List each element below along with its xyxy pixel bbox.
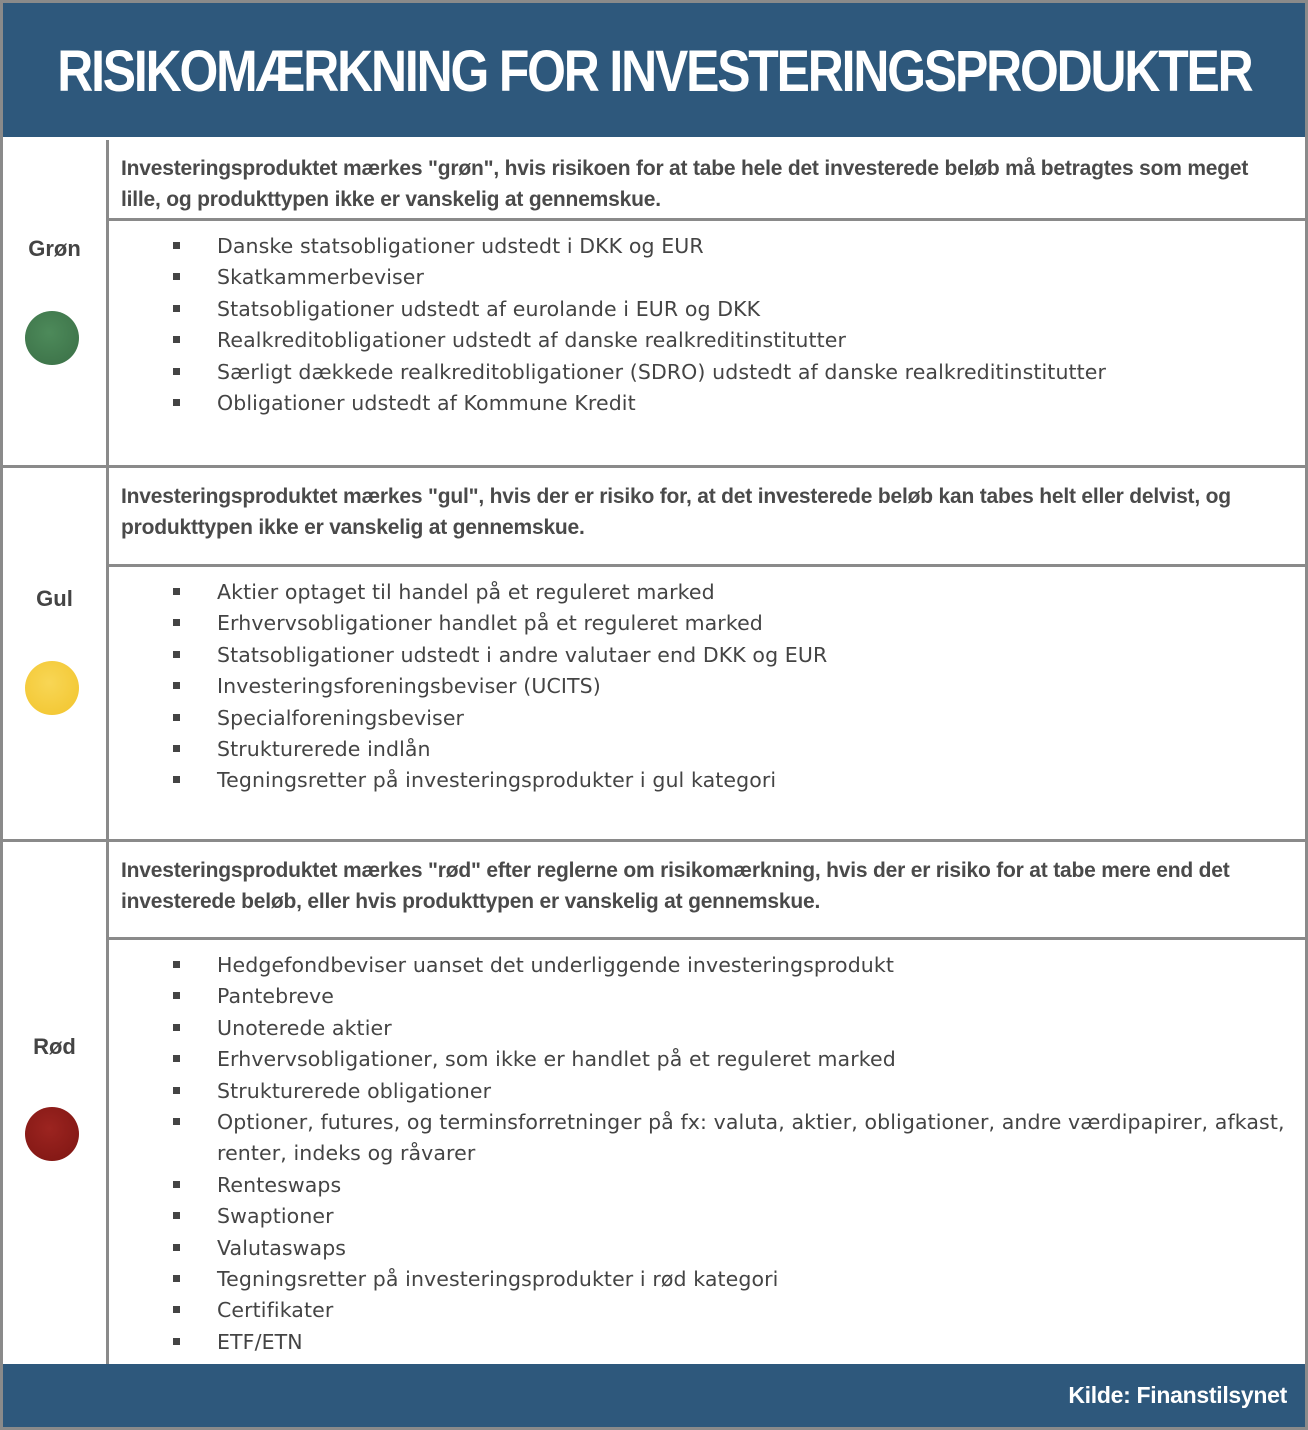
item-text: Strukturerede indlån	[217, 737, 431, 762]
item-text: Realkreditobligationer udstedt af danske realkreditinstitutter	[217, 328, 846, 353]
list-item	[109, 388, 1305, 419]
bullet-icon	[173, 1087, 180, 1094]
list-item	[109, 325, 1305, 356]
category-label: Rød	[33, 1034, 76, 1059]
bullet-icon	[173, 1244, 180, 1251]
item-text: Obligationer udstedt af Kommune Kredit	[217, 391, 636, 416]
item-text: Swaptioner	[217, 1204, 334, 1229]
list-item	[109, 231, 1305, 262]
source-credit: Kilde: Finanstilsynet	[1068, 1382, 1287, 1408]
category-section-yellow	[3, 468, 1305, 839]
source-banner	[3, 1364, 1305, 1427]
page-title: RISIKOMÆRKNING FOR INVESTERINGSPRODUKTER	[56, 38, 1252, 104]
bullet-icon	[173, 399, 180, 406]
bullet-icon	[173, 273, 180, 280]
category-label-column	[3, 842, 109, 1364]
bullet-icon	[173, 619, 180, 626]
category-section-red	[3, 842, 1305, 1364]
title-banner	[3, 3, 1305, 137]
bullet-icon	[173, 714, 180, 721]
bullet-icon	[173, 1306, 180, 1313]
list-item	[109, 1013, 1305, 1044]
item-text: Erhvervsobligationer handlet på et reguleret marked	[217, 611, 763, 636]
category-description: Investeringsproduktet mærkes "gul", hvis der er risiko for, at det investerede beløb kan tabes helt eller delvist, og produkttypen ikke er vanskelig at gennemskue.	[109, 468, 1305, 567]
item-text: Erhvervsobligationer, som ikke er handlet på et reguleret marked	[217, 1047, 896, 1072]
bullet-icon	[173, 1181, 180, 1188]
bullet-icon	[173, 745, 180, 752]
category-content	[109, 468, 1305, 839]
category-label: Gul	[36, 586, 73, 611]
list-item	[109, 1264, 1305, 1295]
category-section-green	[3, 140, 1305, 465]
bullet-icon	[173, 1212, 180, 1219]
item-text: Valutaswaps	[217, 1235, 347, 1260]
yellow-dot-icon	[25, 661, 79, 715]
list-item	[109, 734, 1305, 765]
item-text: Særligt dækkede realkreditobligationer (SDRO) udstedt af danske realkreditinstitutter	[217, 359, 1107, 384]
list-item	[109, 577, 1305, 608]
item-text: ETF/ETN	[217, 1329, 303, 1354]
category-description: Investeringsproduktet mærkes "rød" efter reglerne om risikomærkning, hvis der er risiko for at tabe mere end det investerede beløb, eller hvis produkttypen er vanskelig at gennemskue.	[109, 842, 1305, 940]
product-list	[109, 231, 1305, 419]
item-text: Unoterede aktier	[217, 1015, 392, 1040]
list-item	[109, 1076, 1305, 1107]
bullet-icon	[173, 242, 180, 249]
red-dot-icon	[25, 1107, 79, 1161]
bullet-icon	[173, 305, 180, 312]
item-text: Optioner, futures, og terminsforretninger på fx: valuta, aktier, obligationer, andre værdipapirer, afkast, renter, indeks og råvarer	[217, 1110, 1285, 1166]
list-item	[109, 1233, 1305, 1264]
bullet-icon	[173, 1118, 180, 1125]
bullet-icon	[173, 1338, 180, 1345]
list-item	[109, 765, 1305, 796]
bullet-icon	[173, 682, 180, 689]
item-text: Strukturerede obligationer	[217, 1078, 492, 1103]
product-list	[109, 950, 1305, 1358]
category-content	[109, 842, 1305, 1364]
product-list	[109, 577, 1305, 797]
list-item	[109, 608, 1305, 639]
item-text: Skatkammerbeviser	[217, 265, 425, 290]
list-item	[109, 1107, 1305, 1170]
item-text: Statsobligationer udstedt af eurolande i EUR og DKK	[217, 296, 761, 321]
item-text: Tegningsretter på investeringsprodukter i rød kategori	[217, 1267, 779, 1292]
category-label: Grøn	[28, 236, 81, 261]
list-item	[109, 1327, 1305, 1358]
list-item	[109, 1044, 1305, 1075]
category-description: Investeringsproduktet mærkes "grøn", hvis risikoen for at tabe hele det investerede beløb må betragtes som meget lille, og produkttypen ikke er vanskelig at gennemskue.	[109, 140, 1305, 221]
list-item	[109, 981, 1305, 1012]
list-item	[109, 950, 1305, 981]
list-item	[109, 640, 1305, 671]
bullet-icon	[173, 1055, 180, 1062]
item-text: Aktier optaget til handel på et reguleret marked	[217, 580, 715, 604]
green-dot-icon	[25, 311, 79, 365]
list-item	[109, 703, 1305, 734]
list-item	[109, 671, 1305, 702]
item-text: Hedgefondbeviser uanset det underliggende investeringsprodukt	[217, 953, 895, 977]
bullet-icon	[173, 651, 180, 658]
list-item	[109, 1295, 1305, 1326]
bullet-icon	[173, 992, 180, 999]
list-item	[109, 294, 1305, 325]
item-text: Tegningsretter på investeringsprodukter i gul kategori	[217, 768, 777, 793]
item-text: Renteswaps	[217, 1172, 342, 1197]
list-item	[109, 1170, 1305, 1201]
category-label-column	[3, 468, 109, 839]
item-text: Statsobligationer udstedt i andre valutaer end DKK og EUR	[217, 642, 828, 667]
bullet-icon	[173, 1275, 180, 1282]
item-text: Investeringsforeningsbeviser (UCITS)	[217, 674, 601, 699]
list-item	[109, 1201, 1305, 1232]
list-item	[109, 357, 1305, 388]
item-text: Specialforeningsbeviser	[217, 705, 465, 730]
item-text: Certifikater	[217, 1298, 334, 1323]
bullet-icon	[173, 776, 180, 783]
bullet-icon	[173, 961, 180, 968]
bullet-icon	[173, 1024, 180, 1031]
bullet-icon	[173, 368, 180, 375]
item-text: Danske statsobligationer udstedt i DKK og EUR	[217, 234, 704, 258]
bullet-icon	[173, 336, 180, 343]
category-label-column	[3, 140, 109, 465]
list-item	[109, 262, 1305, 293]
bullet-icon	[173, 588, 180, 595]
item-text: Pantebreve	[217, 984, 334, 1009]
category-content	[109, 140, 1305, 465]
